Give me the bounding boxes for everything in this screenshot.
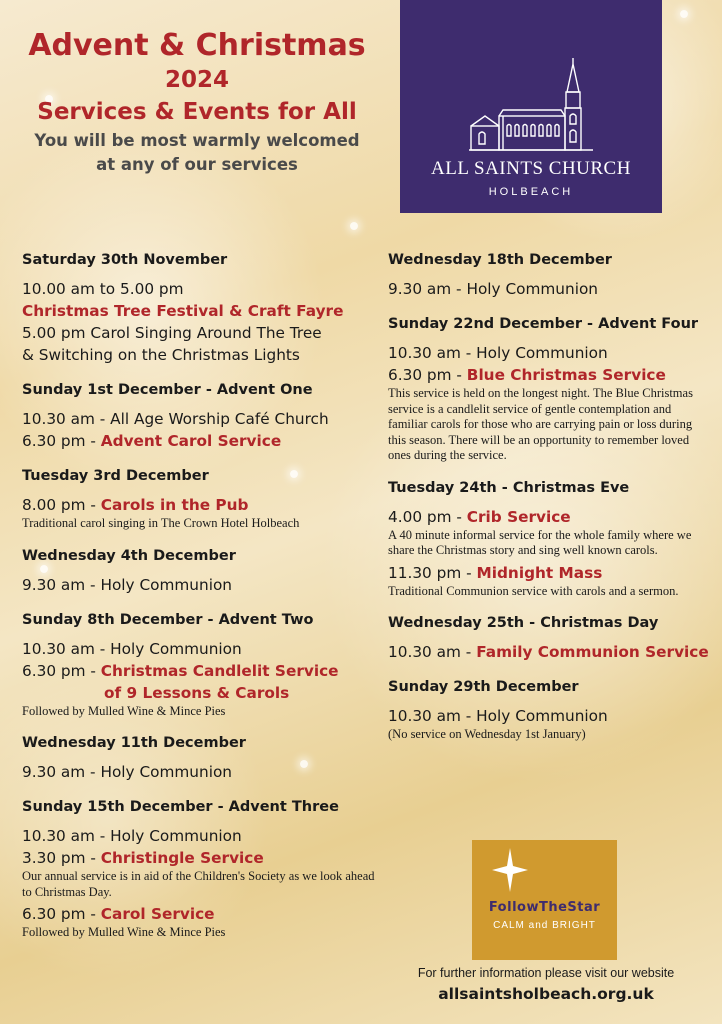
service-line: 10.30 am - Holy Communion xyxy=(22,639,242,658)
event-name: Midnight Mass xyxy=(476,563,603,582)
day-heading: Tuesday 3rd December xyxy=(22,468,209,484)
day-tuesday-24-christmas-eve xyxy=(388,478,704,600)
day-heading: Sunday 8th December - Advent Two xyxy=(22,611,314,628)
day-sunday-1-december xyxy=(22,380,378,452)
service-note: A 40 minute informal service for the whole family where we share the Christmas story and sing well known carols. xyxy=(388,527,692,557)
day-heading: Saturday 30th November xyxy=(22,252,228,268)
star-icon xyxy=(472,840,617,900)
service-line xyxy=(22,903,378,925)
service-line: 10.30 am - Holy Communion xyxy=(22,827,242,845)
page-title: Advent & Christmas xyxy=(28,28,366,63)
event-name: Crib Service xyxy=(466,507,571,526)
schedule-left-column xyxy=(22,250,378,955)
event-name-continued: of 9 Lessons & Carols xyxy=(104,683,290,702)
service-note: Traditional Communion service with carols and a sermon. xyxy=(388,583,679,598)
event-name: Christmas Tree Festival & Craft Fayre xyxy=(22,302,344,320)
service-time: 10.00 am to 5.00 pm xyxy=(22,280,184,298)
star-logo-title: FollowTheStar xyxy=(488,900,601,915)
header xyxy=(14,28,380,176)
day-heading: Wednesday 4th December xyxy=(22,547,236,564)
day-saturday-30-november xyxy=(22,250,378,366)
day-sunday-15-december xyxy=(22,797,378,941)
footer xyxy=(388,966,704,1003)
day-heading: Sunday 29th December xyxy=(388,679,579,695)
service-note: (No service on Wednesday 1st January) xyxy=(388,727,586,741)
service-note: Traditional carol singing in The Crown Hotel Holbeach xyxy=(22,516,300,530)
service-line: 9.30 am - Holy Communion xyxy=(22,763,233,781)
sparkle xyxy=(350,222,358,230)
church-name: ALL SAINTS CHURCH xyxy=(431,158,631,179)
service-time: 11.30 pm - xyxy=(388,563,477,582)
star-logo-subtitle: CALM and BRIGHT xyxy=(493,920,596,931)
service-line xyxy=(22,660,378,682)
event-name: Blue Christmas Service xyxy=(466,366,666,384)
footer-info: For further information please visit our website xyxy=(417,966,675,980)
event-name: Christingle Service xyxy=(100,849,264,867)
day-wednesday-25-christmas-day xyxy=(388,613,709,663)
day-heading: Sunday 15th December - Advent Three xyxy=(22,799,339,815)
service-time: 10.30 am - xyxy=(388,643,477,661)
welcome-line-1: You will be most warmly welcomed xyxy=(34,131,360,150)
day-sunday-8-december xyxy=(22,610,378,720)
sparkle xyxy=(680,10,688,18)
service-time: 6.30 pm - xyxy=(388,366,467,384)
service-note: This service is held on the longest night. The Blue Christmas service is a candlelit service of gentle contemplation and familiar carols for those who are carrying pain or loss during this season. There will be an opportunity to remember loved ones during the service. xyxy=(388,386,693,462)
day-heading: Wednesday 11th December xyxy=(22,735,246,751)
service-line: 9.30 am - Holy Communion xyxy=(388,280,599,298)
service-time: 6.30 pm - xyxy=(22,432,101,450)
day-heading: Wednesday 18th December xyxy=(388,252,612,268)
service-line: 10.30 am - All Age Worship Café Church xyxy=(22,410,329,428)
event-name: Carols in the Pub xyxy=(100,496,249,514)
subtitle: Services & Events for All xyxy=(37,99,357,125)
service-line xyxy=(22,494,378,516)
service-note: Followed by Mulled Wine & Mince Pies xyxy=(22,925,226,939)
service-line xyxy=(22,847,378,869)
service-note: Our annual service is in aid of the Children's Society as we look ahead to Christmas Day. xyxy=(22,869,375,899)
day-sunday-22-december xyxy=(388,314,704,464)
day-tuesday-3-december xyxy=(22,466,378,532)
service-line xyxy=(388,364,704,386)
service-line xyxy=(388,641,709,663)
church-town: HOLBEACH xyxy=(488,186,574,198)
follow-the-star-logo xyxy=(472,840,617,960)
service-time: 4.00 pm - xyxy=(388,507,467,526)
service-time: 3.30 pm - xyxy=(22,849,101,867)
day-heading: Sunday 22nd December - Advent Four xyxy=(388,316,699,332)
event-name: Family Communion Service xyxy=(476,643,709,661)
day-sunday-29-december xyxy=(388,677,704,743)
event-name: Carol Service xyxy=(100,905,215,923)
service-line: & Switching on the Christmas Lights xyxy=(22,346,300,364)
service-line: 10.30 am - Holy Communion xyxy=(388,707,608,725)
service-line: 10.30 am - Holy Communion xyxy=(388,344,608,362)
day-wednesday-4-december xyxy=(22,546,378,596)
day-heading: Wednesday 25th - Christmas Day xyxy=(388,615,659,631)
website-link[interactable]: allsaintsholbeach.org.uk xyxy=(438,985,654,1003)
day-heading: Sunday 1st December - Advent One xyxy=(22,382,313,398)
day-wednesday-11-december xyxy=(22,733,378,783)
church-logo xyxy=(400,0,662,213)
service-line xyxy=(388,562,704,584)
church-icon xyxy=(469,56,593,152)
service-line xyxy=(388,506,704,528)
service-time: 6.30 pm - xyxy=(22,905,101,923)
schedule-right-column xyxy=(388,250,709,757)
day-heading: Tuesday 24th - Christmas Eve xyxy=(388,479,630,496)
event-name: Advent Carol Service xyxy=(100,432,282,450)
service-time: 6.30 pm - xyxy=(22,661,101,680)
event-name: Christmas Candlelit Service xyxy=(100,661,339,680)
service-note: Followed by Mulled Wine & Mince Pies xyxy=(22,703,226,718)
service-time: 8.00 pm - xyxy=(22,496,101,514)
day-wednesday-18-december xyxy=(388,250,704,300)
service-line: 9.30 am - Holy Communion xyxy=(22,575,233,594)
welcome-line-2: at any of our services xyxy=(96,155,298,174)
year: 2024 xyxy=(164,67,229,93)
service-line: 5.00 pm Carol Singing Around The Tree xyxy=(22,324,322,342)
service-line xyxy=(22,430,378,452)
